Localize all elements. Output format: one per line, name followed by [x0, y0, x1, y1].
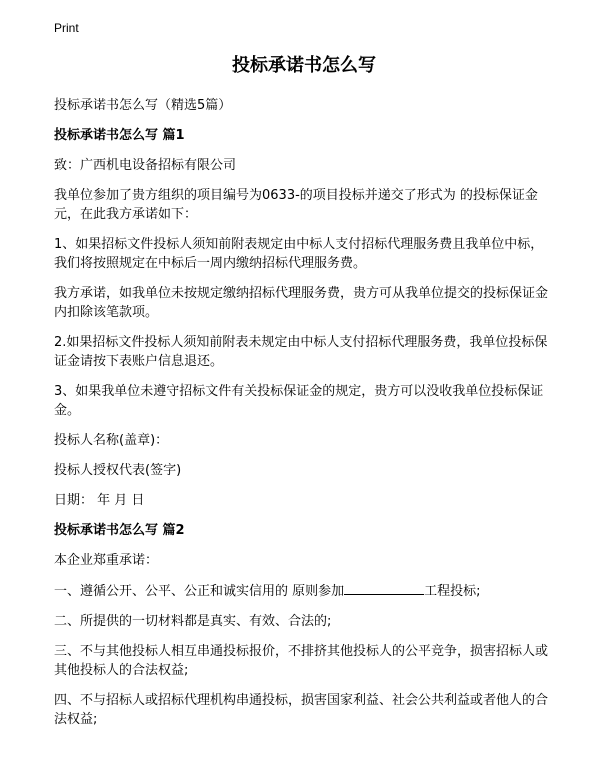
paragraph: 二、所提供的一切材料都是真实、有效、合法的; — [54, 614, 332, 629]
paragraph: 3、如果我单位未遵守招标文件有关投标保证金的规定，贵方可以没收我单位投标保证金。 — [54, 384, 544, 418]
signature-line-authorized-rep: 投标人授权代表(签字) — [54, 463, 182, 478]
item1-prefix: 一、遵循公开、公平、公正和诚实信用的 原则参加 — [54, 584, 345, 599]
item1-suffix: 工程投标; — [424, 584, 481, 599]
paragraph: 三、不与其他投标人相互串通投标报价，不排挤其他投标人的公平竞争，损害招标人或其他投标人的合法权益; — [54, 644, 549, 678]
paragraph: 四、不与招标人或招标代理机构串通投标，损害国家利益、社会公共利益或者他人的合法权益; — [54, 693, 549, 727]
paragraph: 致：广西机电设备招标有限公司 — [54, 158, 237, 173]
paragraph: 本企业郑重承诺： — [54, 553, 159, 568]
paragraph-with-blank — [54, 581, 554, 601]
section-heading-2: 投标承诺书怎么写 篇2 — [54, 523, 185, 538]
print-link[interactable]: Print — [54, 21, 79, 35]
fill-in-blank — [344, 581, 424, 595]
document-subtitle: 投标承诺书怎么写（精选5篇） — [54, 98, 232, 113]
document — [54, 52, 554, 740]
section-heading-1: 投标承诺书怎么写 篇1 — [54, 128, 185, 143]
paragraph: 1、如果招标文件投标人须知前附表规定由中标人支付招标代理服务费且我单位中标，我们将按照规定在中标后一周内缴纳招标代理服务费。 — [54, 237, 544, 271]
signature-line-bidder-name: 投标人名称(盖章)： — [54, 433, 169, 448]
document-title: 投标承诺书怎么写 — [232, 55, 376, 76]
paragraph: 我方承诺，如我单位未按规定缴纳招标代理服务费，贵方可从我单位提交的投标保证金 内扣除该笔款项。 — [54, 286, 549, 320]
signature-line-date: 日期： 年 月 日 — [54, 493, 145, 508]
paragraph: 2.如果招标文件投标人须知前附表未规定由中标人支付招标代理服务费，我单位投标保 证金请按下表账户信息退还。 — [54, 335, 548, 369]
paragraph: 我单位参加了贵方组织的项目编号为0633-的项目投标并递交了形式为 的投标保证金 元，在此我方承诺如下： — [54, 188, 538, 222]
